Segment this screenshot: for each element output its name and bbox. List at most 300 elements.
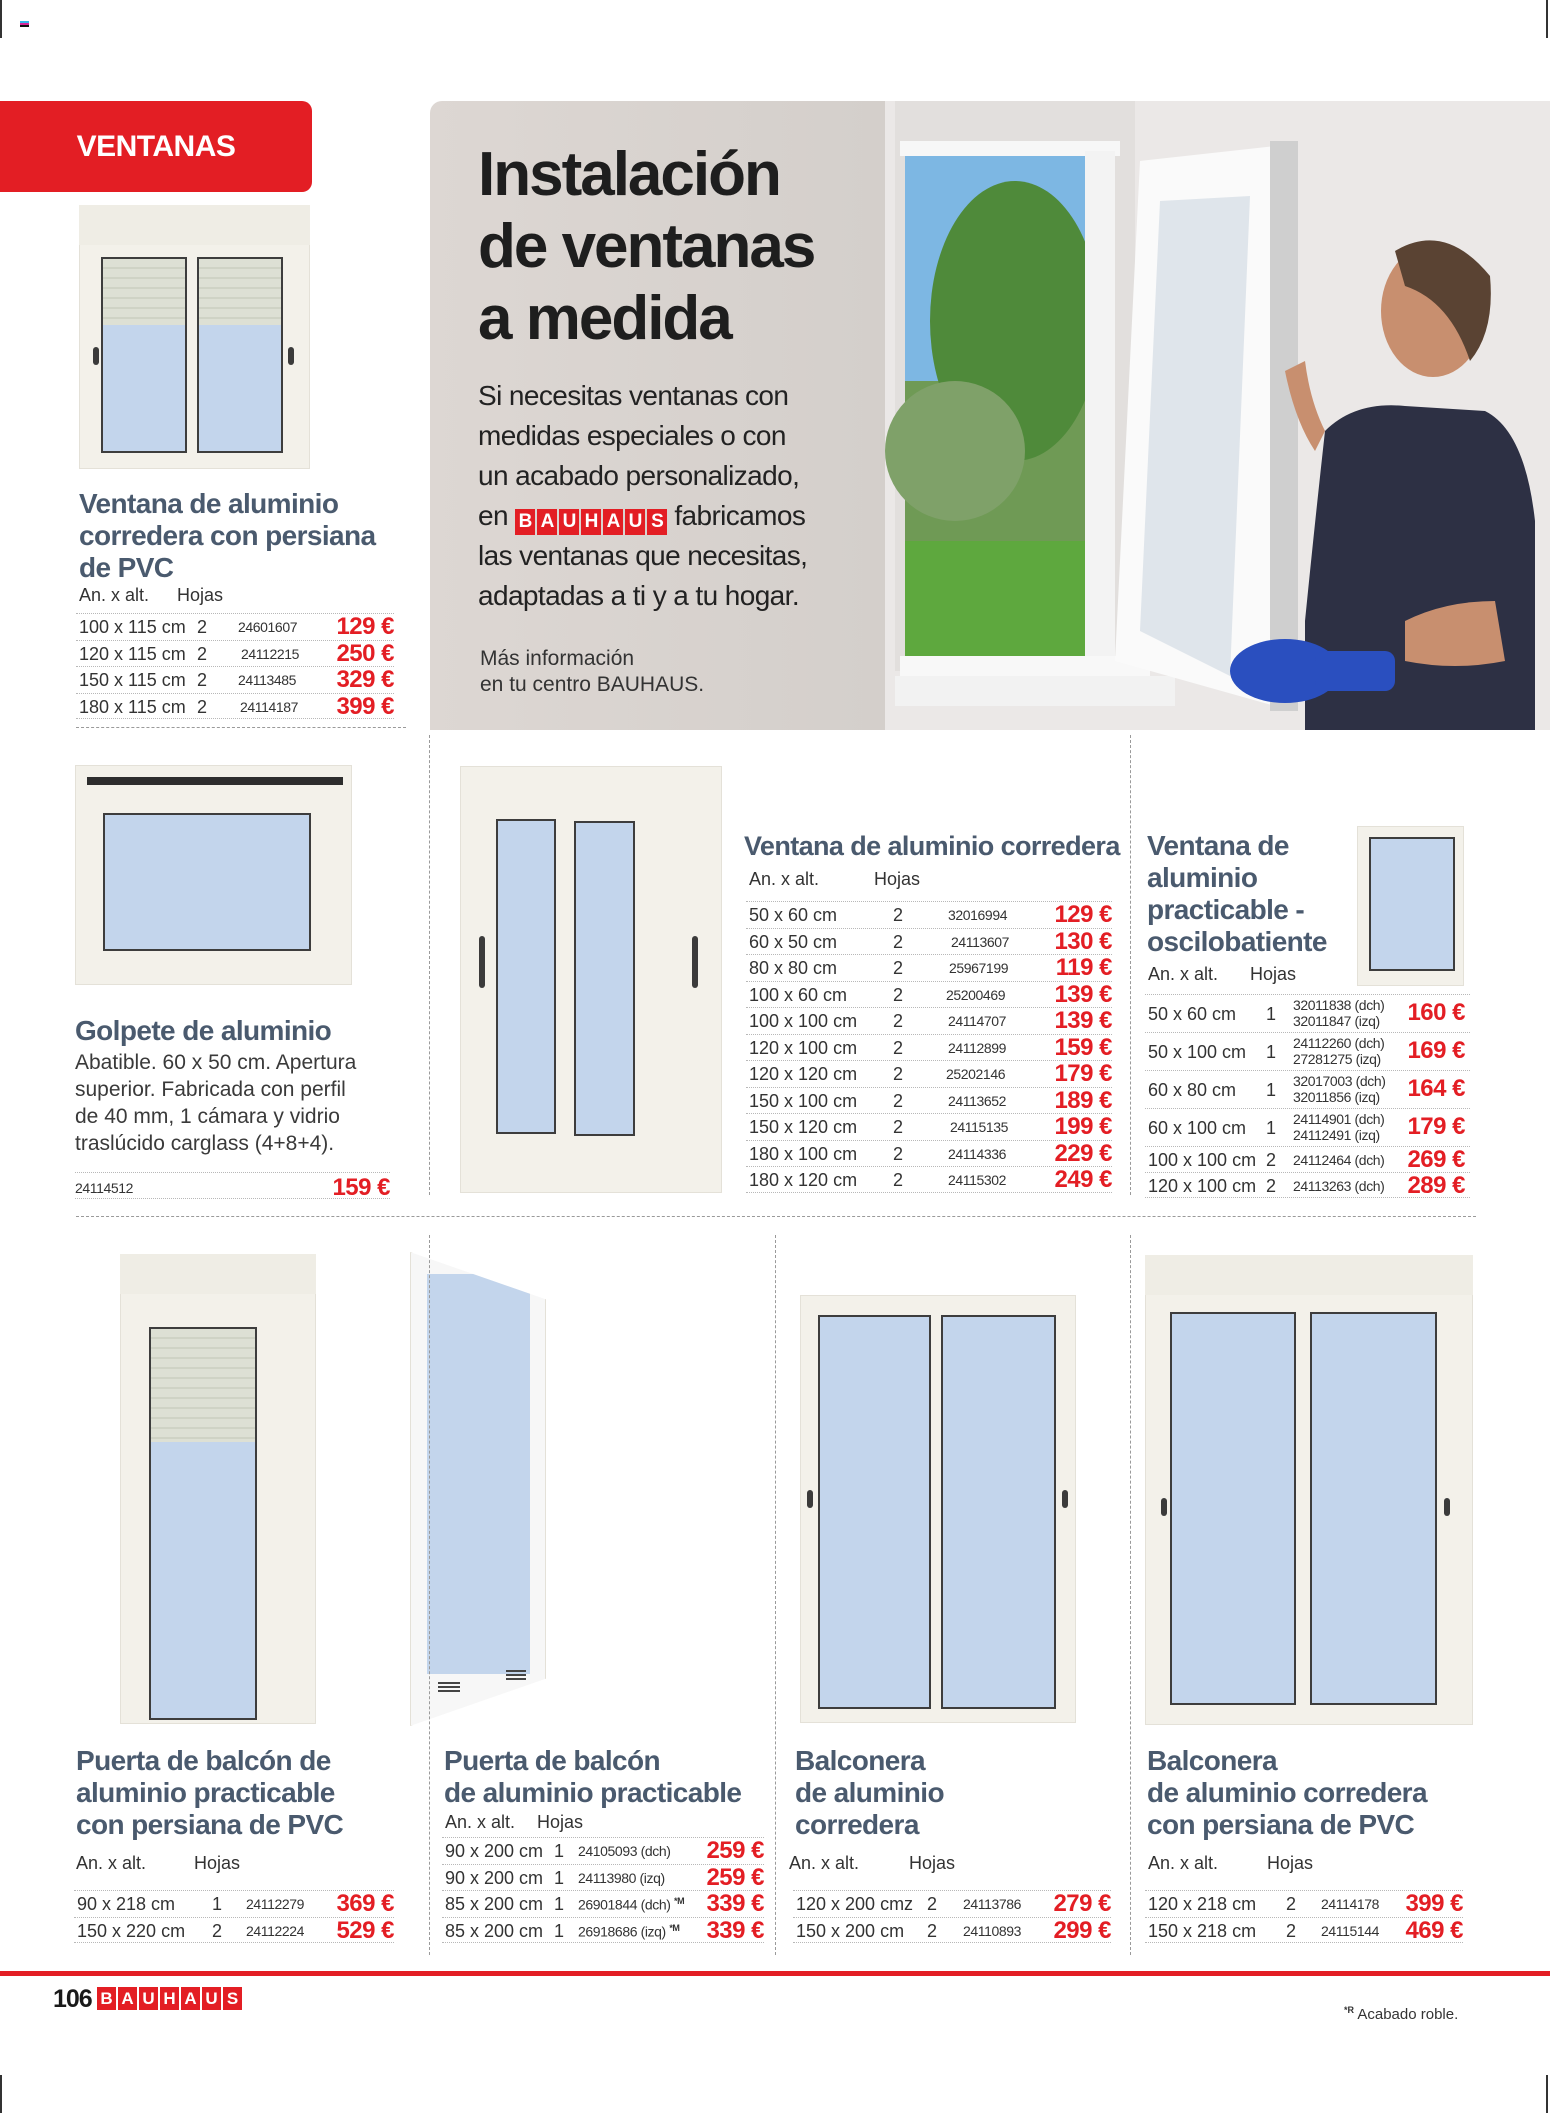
- header-size: An. x alt.: [749, 869, 820, 889]
- code-text: 26918686 (izq): [578, 1923, 666, 1940]
- hero-title-line: a medida: [478, 284, 731, 353]
- title-line: Puerta de balcón: [444, 1745, 661, 1776]
- cell-size: 150 x 220 cm: [77, 1920, 186, 1941]
- spec-header: [445, 1812, 745, 1834]
- divider: [429, 735, 430, 1195]
- spec-table: [75, 1172, 390, 1199]
- glass-pane: [1310, 1312, 1437, 1705]
- spec-table: [1145, 994, 1470, 1198]
- glass-pane: [574, 821, 635, 1136]
- hero-title-line: de ventanas: [478, 212, 815, 281]
- hero-title-line: Instalación: [478, 140, 780, 209]
- cell-code: 24112224: [246, 1922, 305, 1939]
- logo-letter: H: [160, 1987, 179, 2010]
- section-tab: VENTANAS: [0, 101, 312, 192]
- cell-code: 24113980 (izq): [578, 1869, 665, 1886]
- cell-code: 24114512: [75, 1180, 134, 1196]
- cell-price: 249 €: [1054, 1166, 1112, 1193]
- title-line: corredera con persiana: [79, 520, 376, 551]
- spec-table: [793, 1890, 1111, 1943]
- desc-line: superior. Fabricada con perfil: [75, 1078, 346, 1101]
- cell-size: 80 x 80 cm: [749, 958, 838, 978]
- handle-icon: [288, 347, 294, 365]
- cell-leaves: 2: [197, 696, 208, 717]
- cell-leaves: 2: [893, 984, 904, 1005]
- title-line: Balconera: [795, 1745, 925, 1776]
- glass-pane: [1369, 837, 1455, 971]
- cell-size: 150 x 120 cm: [749, 1117, 858, 1137]
- top-rail: [87, 777, 343, 785]
- product-title: [444, 1745, 741, 1809]
- spec-header: [1148, 964, 1348, 986]
- handle-icon: [1062, 1490, 1068, 1508]
- handle-icon: [93, 347, 99, 365]
- table-row: [746, 1060, 1112, 1087]
- table-row: [1145, 994, 1470, 1032]
- hero-body-line: un acabado personalizado,: [478, 460, 800, 491]
- cell-leaves: 2: [893, 1090, 904, 1111]
- cell-size: 150 x 218 cm: [1148, 1920, 1257, 1941]
- cell-leaves: 2: [893, 905, 904, 925]
- cell-leaves: 2: [1266, 1176, 1277, 1196]
- color-registration-mark: [20, 21, 29, 27]
- cell-price: 179 €: [1407, 1113, 1465, 1140]
- blind-slats: [149, 1327, 257, 1443]
- table-row: [793, 1890, 1111, 1917]
- bauhaus-logo: [515, 509, 667, 535]
- glass-pane: [197, 325, 283, 453]
- handle-icon: [1161, 1498, 1167, 1516]
- cell-size: 180 x 100 cm: [749, 1143, 858, 1164]
- title-line: corredera: [795, 1809, 919, 1840]
- table-row: [76, 666, 394, 693]
- cell-price: 160 €: [1407, 999, 1465, 1026]
- handle-icon: [692, 936, 698, 988]
- table-row: [746, 1034, 1112, 1061]
- logo-letter: B: [515, 509, 535, 535]
- hero-body-line: las ventanas que necesitas,: [478, 540, 808, 571]
- crop-mark: [0, 0, 2, 38]
- table-row: [746, 1166, 1112, 1193]
- cell-price: 189 €: [1054, 1086, 1112, 1114]
- cell-code: 24115302: [948, 1172, 1007, 1188]
- more-info-line: en tu centro BAUHAUS.: [480, 673, 705, 696]
- spec-table: [1145, 1890, 1463, 1943]
- cell-size: 180 x 120 cm: [749, 1170, 858, 1190]
- table-row: [746, 928, 1112, 955]
- cell-size: 120 x 120 cm: [749, 1064, 858, 1084]
- vent-icon: [506, 1670, 526, 1680]
- header-size: An. x alt.: [789, 1853, 860, 1873]
- cell-leaves: 2: [197, 670, 208, 690]
- title-line: Ventana de aluminio: [79, 488, 339, 519]
- glass-pane: [149, 1442, 257, 1720]
- cell-size: 90 x 200 cm: [445, 1841, 544, 1861]
- header-size: An. x alt.: [76, 1853, 147, 1873]
- product-title: [1147, 1745, 1427, 1841]
- header-leaves: Hojas: [177, 585, 224, 605]
- cell-price: 369 €: [336, 1890, 394, 1917]
- spec-header: [79, 585, 399, 607]
- table-row: [442, 1837, 764, 1864]
- installer-illustration: [885, 101, 1550, 730]
- hero-body-text: en: [478, 500, 508, 531]
- table-row: [442, 1864, 764, 1891]
- cell-price: 259 €: [706, 1837, 764, 1864]
- logo-letter: A: [603, 509, 623, 535]
- cell-leaves: 2: [893, 1143, 904, 1164]
- cell-leaves: 1: [554, 1920, 565, 1941]
- cell-leaves: 2: [893, 931, 904, 952]
- finish-mark: *M: [669, 1922, 680, 1933]
- cell-price: 529 €: [336, 1916, 394, 1944]
- footnote: [1344, 2005, 1458, 2023]
- desc-line: traslúcido carglass (4+8+4).: [75, 1132, 335, 1155]
- spec-table: [442, 1837, 764, 1943]
- product-image-sliding-window-shutter: [79, 205, 310, 469]
- header-size: An. x alt.: [1148, 964, 1219, 984]
- cell-code: 24114707: [948, 1013, 1007, 1029]
- divider: [1130, 735, 1131, 1195]
- cell-price: 159 €: [332, 1174, 390, 1201]
- glass-pane: [1170, 1312, 1296, 1705]
- cell-leaves: 1: [212, 1894, 223, 1914]
- cell-size: 90 x 200 cm: [445, 1867, 544, 1888]
- shutter-box: [1145, 1255, 1473, 1295]
- divider: [76, 1216, 1476, 1217]
- product-title: [76, 1745, 343, 1841]
- table-row: [74, 1917, 394, 1944]
- cell-price: 129 €: [336, 613, 394, 640]
- cell-price: 130 €: [1054, 927, 1112, 955]
- table-row: [1145, 1917, 1463, 1944]
- cell-size: 50 x 60 cm: [749, 905, 838, 925]
- cell-code-left: 27281275 (izq): [1293, 1051, 1381, 1067]
- page-number: 106: [53, 1985, 92, 2013]
- shutter-box: [79, 205, 310, 245]
- hero-body-line: [478, 496, 807, 536]
- title-line: de PVC: [79, 552, 174, 583]
- hero-body-line: adaptadas a ti y a tu hogar.: [478, 580, 800, 611]
- table-row: [1145, 1108, 1470, 1146]
- spec-header: [76, 1853, 376, 1875]
- cell-size: 150 x 115 cm: [79, 670, 186, 690]
- cell-price: 250 €: [336, 639, 394, 667]
- cell-leaves: 2: [893, 1064, 904, 1084]
- table-row: [746, 954, 1112, 981]
- cell-price: 469 €: [1405, 1916, 1463, 1944]
- glass-pane: [818, 1315, 931, 1709]
- handle-icon: [807, 1490, 813, 1508]
- product-title: [795, 1745, 944, 1841]
- product-image-top-hung-window: [75, 765, 352, 985]
- cell-price: 339 €: [706, 1890, 764, 1917]
- cell-leaves: 1: [554, 1894, 565, 1914]
- cell-code: 25202146: [946, 1066, 1006, 1082]
- header-leaves: Hojas: [537, 1812, 584, 1832]
- spec-header: [789, 1853, 1089, 1875]
- table-row: [76, 640, 394, 667]
- cell-price: 289 €: [1407, 1172, 1465, 1199]
- table-row: [746, 1007, 1112, 1034]
- cell-size: 85 x 200 cm: [445, 1920, 544, 1941]
- cell-price: 179 €: [1054, 1060, 1112, 1087]
- cell-leaves: 1: [554, 1841, 565, 1861]
- divider: [775, 1235, 776, 1955]
- product-title: [1147, 830, 1327, 958]
- title-line: de aluminio practicable: [444, 1777, 742, 1808]
- cell-leaves: 1: [1266, 1118, 1277, 1138]
- divider: [1130, 1235, 1131, 1955]
- cell-price: 259 €: [706, 1863, 764, 1891]
- cell-code: 32016994: [948, 907, 1008, 923]
- logo-letter: U: [139, 1987, 158, 2010]
- cell-size: 120 x 200 cmz: [796, 1894, 914, 1914]
- hero-more-info: [480, 646, 704, 698]
- hero-title: [478, 139, 814, 355]
- cell-size: 60 x 50 cm: [749, 931, 838, 952]
- cell-leaves: 2: [893, 1170, 904, 1190]
- cell-code: 24114336: [948, 1145, 1007, 1162]
- handle-icon: [479, 936, 485, 988]
- hero-body-text: fabricamos: [674, 500, 806, 531]
- cell-price: 299 €: [1053, 1916, 1111, 1944]
- cell-leaves: 2: [1286, 1920, 1297, 1941]
- cell-code: 24113485: [238, 672, 297, 688]
- cell-price: 139 €: [1054, 1007, 1112, 1034]
- divider: [429, 1235, 430, 1955]
- handle-icon: [1444, 1498, 1450, 1516]
- table-row: [442, 1890, 764, 1917]
- vent-icon: [438, 1682, 460, 1692]
- title-line: practicable -: [1147, 894, 1305, 925]
- cell-leaves: 1: [1266, 1042, 1277, 1062]
- cell-leaves: 2: [1266, 1150, 1277, 1170]
- cell-size: 60 x 80 cm: [1148, 1080, 1237, 1100]
- cell-code: 24115135: [950, 1119, 1009, 1135]
- spec-table: [746, 901, 1112, 1193]
- header-leaves: Hojas: [874, 869, 921, 889]
- more-info-line: Más información: [480, 647, 635, 670]
- cell-price: 164 €: [1407, 1075, 1465, 1102]
- cell-leaves: 2: [893, 1011, 904, 1031]
- cell-size: 100 x 60 cm: [749, 984, 848, 1005]
- title-line: Ventana de: [1147, 830, 1289, 861]
- title-line: con persiana de PVC: [76, 1809, 344, 1840]
- cell-size: 150 x 200 cm: [796, 1920, 905, 1941]
- logo-letter: U: [559, 509, 579, 535]
- spec-header: [749, 869, 1049, 891]
- cell-leaves: 2: [197, 617, 208, 637]
- logo-letter: U: [625, 509, 645, 535]
- cell-code: 24105093 (dch): [578, 1843, 671, 1859]
- logo-letter: A: [537, 509, 557, 535]
- table-row: [76, 613, 394, 640]
- table-row: [442, 1917, 764, 1944]
- table-row: [75, 1172, 390, 1199]
- blind-slats: [197, 257, 283, 325]
- cell-size: 120 x 115 cm: [79, 643, 186, 664]
- cell-leaves: 2: [927, 1894, 938, 1914]
- hero-body-line: medidas especiales o con: [478, 420, 786, 451]
- spec-table: [74, 1890, 394, 1943]
- title-line: Balconera: [1147, 1745, 1277, 1776]
- title-line: con persiana de PVC: [1147, 1809, 1415, 1840]
- product-image-balcony-door: [410, 1252, 546, 1726]
- table-row: [746, 1087, 1112, 1114]
- cell-code-left: 24112491 (izq): [1293, 1127, 1380, 1143]
- cell-price: 339 €: [706, 1916, 764, 1944]
- logo-letter: A: [181, 1987, 200, 2010]
- cell-size: 85 x 200 cm: [445, 1894, 544, 1914]
- header-size: An. x alt.: [1148, 1853, 1219, 1873]
- glass-pane: [103, 813, 311, 951]
- footer-rule: [0, 1971, 1550, 1976]
- cell-code: [578, 1896, 684, 1913]
- table-row: [1145, 1890, 1463, 1917]
- title-line: de aluminio: [795, 1777, 944, 1808]
- table-row: [74, 1890, 394, 1917]
- cell-code: 24113607: [951, 933, 1010, 950]
- cell-code: [578, 1923, 680, 1940]
- cell-price: 159 €: [1054, 1033, 1112, 1061]
- crop-mark: [1546, 2075, 1548, 2113]
- cell-price: 399 €: [336, 692, 394, 720]
- cell-price: 229 €: [1054, 1139, 1112, 1167]
- cell-code: 24112279: [246, 1896, 305, 1912]
- cell-code: 24601607: [238, 619, 298, 635]
- cell-size: 90 x 218 cm: [77, 1894, 176, 1914]
- crop-mark: [0, 2075, 2, 2113]
- hero-banner: [430, 101, 1550, 730]
- header-size: An. x alt.: [445, 1812, 516, 1832]
- cell-size: 120 x 100 cm: [749, 1037, 858, 1058]
- table-row: [746, 1113, 1112, 1140]
- glass-pane: [941, 1315, 1056, 1709]
- cell-leaves: 1: [1266, 1004, 1277, 1024]
- cell-code: 24113652: [948, 1092, 1007, 1109]
- cell-price: 279 €: [1053, 1890, 1111, 1917]
- cell-code-right: 32011838 (dch): [1293, 997, 1385, 1013]
- cell-code: 24112215: [241, 645, 300, 662]
- hero-photo-installer: [885, 101, 1550, 730]
- table-row: [1145, 1070, 1470, 1108]
- cell-leaves: 2: [893, 1117, 904, 1137]
- cell-code-left: 32011856 (izq): [1293, 1089, 1380, 1105]
- cell-size: 100 x 100 cm: [749, 1011, 858, 1031]
- cell-size: 50 x 60 cm: [1148, 1004, 1237, 1024]
- cell-leaves: 1: [554, 1867, 565, 1888]
- shutter-box: [120, 1254, 316, 1294]
- cell-leaves: 2: [212, 1920, 223, 1941]
- cell-price: 169 €: [1407, 1037, 1465, 1064]
- bauhaus-logo: [97, 1987, 242, 2010]
- divider: [76, 727, 406, 728]
- cell-code: 25200469: [946, 986, 1006, 1003]
- title-line: de aluminio corredera: [1147, 1777, 1427, 1808]
- table-row: [1145, 1146, 1470, 1172]
- cell-code: 25967199: [949, 960, 1009, 976]
- footnote-text: Acabado roble.: [1357, 2006, 1459, 2023]
- glass-pane: [496, 819, 556, 1134]
- product-title: [79, 488, 376, 584]
- table-row: [793, 1917, 1111, 1944]
- title-line: Ventana de aluminio corredera: [744, 831, 1120, 861]
- header-leaves: Hojas: [1267, 1853, 1314, 1873]
- cell-code-left: 32011847 (izq): [1293, 1013, 1380, 1029]
- table-row: [1145, 1172, 1470, 1198]
- glass-pane: [427, 1274, 530, 1674]
- cell-price: 129 €: [1054, 901, 1112, 928]
- product-image-balcony-door-shutter: [120, 1254, 316, 1724]
- logo-letter: A: [118, 1987, 137, 2010]
- cell-code: 24113786: [963, 1896, 1022, 1912]
- product-image-tilt-turn-window: [1357, 826, 1464, 986]
- cell-code: 24112899: [948, 1039, 1007, 1056]
- product-image-sliding-window: [460, 766, 722, 1193]
- table-row: [746, 901, 1112, 928]
- logo-letter: U: [202, 1987, 221, 2010]
- glass-pane: [101, 325, 187, 453]
- title-line: Golpete de aluminio: [75, 1015, 332, 1046]
- cell-code: 24113263 (dch): [1293, 1178, 1385, 1194]
- cell-price: 119 €: [1055, 954, 1112, 981]
- cell-code-right: 24112260 (dch): [1293, 1035, 1385, 1051]
- hero-body: [478, 376, 807, 616]
- table-row: [76, 693, 394, 720]
- header-size: An. x alt.: [79, 585, 150, 605]
- blind-slats: [101, 257, 187, 325]
- title-line: Puerta de balcón de: [76, 1745, 331, 1776]
- cell-leaves: 2: [893, 958, 904, 978]
- footnote-mark: *R: [1344, 2005, 1355, 2015]
- spec-table: [76, 613, 394, 719]
- logo-letter: S: [223, 1987, 242, 2010]
- cell-price: 399 €: [1405, 1890, 1463, 1917]
- hero-body-line: Si necesitas ventanas con: [478, 380, 789, 411]
- cell-code: 24115144: [1321, 1922, 1380, 1939]
- cell-price: 139 €: [1054, 980, 1112, 1008]
- product-image-sliding-balcony-door: [800, 1295, 1076, 1723]
- cell-code: 24114187: [240, 698, 299, 715]
- product-image-sliding-balcony-door-shutter: [1145, 1255, 1473, 1725]
- cell-leaves: 2: [893, 1037, 904, 1058]
- logo-letter: H: [581, 509, 601, 535]
- header-leaves: Hojas: [909, 1853, 956, 1873]
- table-row: [746, 981, 1112, 1008]
- cell-code: 24110893: [963, 1922, 1022, 1939]
- cell-price: 329 €: [336, 666, 394, 693]
- table-row: [746, 1140, 1112, 1167]
- cell-size: 100 x 115 cm: [79, 617, 186, 637]
- logo-letter: B: [97, 1987, 116, 2010]
- product-title: [75, 1015, 331, 1047]
- cell-leaves: 2: [1286, 1894, 1297, 1914]
- cell-size: 50 x 100 cm: [1148, 1042, 1247, 1062]
- spec-header: [1148, 1853, 1448, 1875]
- desc-line: de 40 mm, 1 cámara y vidrio: [75, 1105, 340, 1128]
- cell-leaves: 2: [197, 643, 208, 664]
- cell-code: 24114178: [1321, 1896, 1380, 1912]
- table-row: [1145, 1032, 1470, 1070]
- cell-price: 199 €: [1054, 1113, 1112, 1140]
- cell-size: 120 x 218 cm: [1148, 1894, 1257, 1914]
- product-description: [75, 1049, 356, 1157]
- title-line: aluminio practicable: [76, 1777, 335, 1808]
- header-leaves: Hojas: [1250, 964, 1297, 984]
- cell-leaves: 2: [927, 1920, 938, 1941]
- title-line: aluminio: [1147, 862, 1258, 893]
